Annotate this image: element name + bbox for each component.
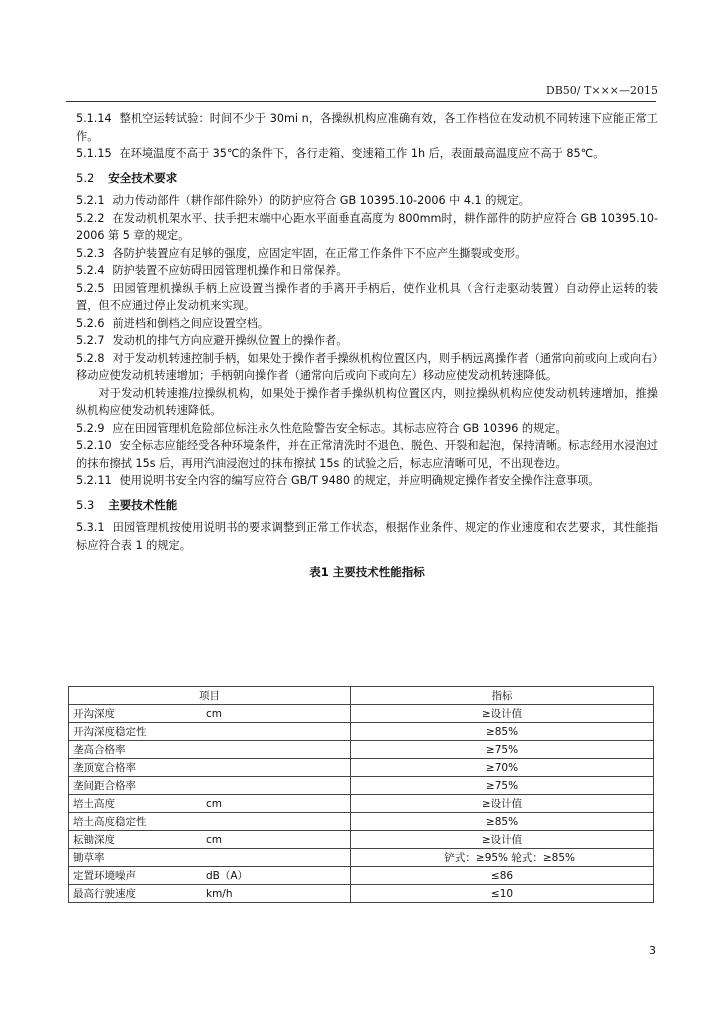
clause-text: 田园管理机按使用说明书的要求调整到正常工作状态，根据作业条件、规定的作业速度和农艺要求，其性能指标应符合表 1 的规定。 [76, 521, 658, 552]
row-value: ≥85% [351, 813, 654, 831]
clause-5-2-5 [76, 280, 658, 315]
row-value: ≥75% [351, 777, 654, 795]
table-header-row [69, 687, 654, 705]
section-heading-5-3 [76, 497, 658, 515]
row-name: 垄间距合格率 [69, 777, 203, 795]
row-unit: km/h [202, 885, 351, 903]
table-row [69, 867, 654, 885]
clause-5-3-1 [76, 519, 658, 554]
clause-text: 田园管理机操纵手柄上应设置当操作者的手离开手柄后，使作业机具（含行走驱动装置）自动停止运转的装置，但不应通过停止发动机来实现。 [76, 281, 658, 312]
row-name: 最高行驶速度 [69, 885, 203, 903]
row-unit [202, 849, 351, 867]
clause-5-2-9 [76, 420, 658, 438]
section-title: 安全技术要求 [108, 170, 178, 185]
row-name: 培土高度 [69, 795, 203, 813]
clause-number: 5.3.1 [76, 521, 105, 534]
table-row [69, 813, 654, 831]
table-row [69, 831, 654, 849]
clause-text: 整机空运转试验：时间不少于 30mi n，各操纵机构应准确有效，各工作档位在发动机不同转速下应能正常工作。 [76, 112, 658, 143]
document-body [76, 110, 658, 590]
clause-number: 5.2.6 [76, 316, 105, 330]
section-number: 5.2 [76, 170, 95, 185]
clause-5-2-1 [76, 192, 658, 210]
clause-text: 对于发动机转速控制手柄，如果处于操作者手操纵机构位置区内，则手柄远离操作者（通常向前或向上或向右）移动应使发动机转速增加；手柄朝向操作者（通常向后或向下或向左）移动应使发动机转速降低。 [76, 351, 658, 382]
row-value: 铲式：≥95% 轮式：≥85% [351, 849, 654, 867]
table-caption: 表1 主要技术性能指标 [309, 565, 425, 579]
clause-number: 5.1.15 [76, 147, 112, 160]
table-row [69, 723, 654, 741]
table-row [69, 885, 654, 903]
clause-number: 5.2.5 [76, 281, 105, 295]
row-value: ≥70% [351, 759, 654, 777]
row-name: 开沟深度 [69, 705, 203, 723]
clause-5-2-10 [76, 437, 658, 472]
clause-5-2-7 [76, 332, 658, 350]
clause-number: 5.2.8 [76, 351, 105, 365]
row-unit [202, 777, 351, 795]
row-unit [202, 759, 351, 777]
table-row [69, 759, 654, 777]
clause-text: 安全标志应能经受各种环境条件，并在正常清洗时不退色、脱色、开裂和起泡，保持清晰。标志经用水浸泡过的抹布擦拭 15s 后，再用汽油浸泡过的抹布擦拭 15s 的试验之后，标志应清晰可见，不出现卷边。 [76, 439, 658, 470]
row-name: 垄高合格率 [69, 741, 203, 759]
row-unit [202, 741, 351, 759]
row-unit: cm [202, 795, 351, 813]
clause-text: 在环境温度不高于 35℃的条件下，各行走箱、变速箱工作 1h 后，表面最高温度应不高于 85℃。 [119, 147, 605, 160]
clause-text: 在发动机机架水平、扶手把末端中心距水平面垂直高度为 800mm时，耕作部件的防护应符合 GB 10395.10-2006 第 5 章的规定。 [76, 211, 658, 242]
row-name: 定置环境噪声 [69, 867, 203, 885]
document-code-header: DB50/ T×××—2015 [545, 84, 658, 97]
row-value: ≤10 [351, 885, 654, 903]
row-name: 开沟深度稳定性 [69, 723, 203, 741]
clause-number: 5.2.3 [76, 246, 105, 260]
clause-text: 动力传动部件（耕作部件除外）的防护应符合 GB 10395.10-2006 中 4.1 的规定。 [112, 194, 530, 207]
header-item: 项目 [69, 687, 351, 705]
clause-number: 5.2.7 [76, 334, 105, 347]
clause-5-2-3 [76, 245, 658, 263]
clause-5-1-15 [76, 145, 658, 163]
clause-5-2-4 [76, 262, 658, 280]
table-row [69, 741, 654, 759]
clause-number: 5.2.11 [76, 474, 112, 487]
performance-table [68, 686, 654, 903]
row-unit: dB（A） [202, 867, 351, 885]
clause-5-2-6 [76, 315, 658, 333]
clause-number: 5.1.14 [76, 112, 112, 125]
header-value: 指标 [351, 687, 654, 705]
clause-number: 5.2.9 [76, 421, 105, 435]
table-row [69, 777, 654, 795]
clause-5-2-2 [76, 210, 658, 245]
row-unit: cm [202, 705, 351, 723]
table-row [69, 795, 654, 813]
row-unit [202, 813, 351, 831]
clause-text: 防护装置不应妨碍田园管理机操作和日常保养。 [112, 264, 348, 277]
row-unit [202, 723, 351, 741]
row-value: ≥75% [351, 741, 654, 759]
clause-5-2-8-continuation: 对于发动机转速推/拉操纵机构，如果处于操作者手操纵机构位置区内，则拉操纵机构应使发动机转速增加，推操纵机构应使发动机转速降低。 [76, 386, 658, 417]
clause-number: 5.2.4 [76, 264, 105, 277]
clause-text: 使用说明书安全内容的编写应符合 GB/T 9480 的规定，并应明确规定操作者安全操作注意事项。 [119, 474, 600, 487]
clause-text: 前进档和倒档之间应设置空档。 [112, 316, 270, 330]
clause-text: 应在田园管理机危险部位标注永久性危险警告安全标志。其标志应符合 GB 10396 的规定。 [112, 421, 567, 435]
table-row [69, 705, 654, 723]
row-value: ≥设计值 [351, 831, 654, 849]
section-number: 5.3 [76, 497, 95, 512]
section-title: 主要技术性能 [108, 497, 178, 512]
table-row [69, 849, 654, 867]
row-name: 垄顶宽合格率 [69, 759, 203, 777]
row-name: 锄草率 [69, 849, 203, 867]
clause-text: 各防护装置应有足够的强度，应固定牢固，在正常工作条件下不应产生撕裂或变形。 [112, 246, 527, 260]
row-name: 培土高度稳定性 [69, 813, 203, 831]
clause-5-2-8 [76, 350, 658, 385]
header-divider [66, 101, 656, 102]
row-value: ≥设计值 [351, 795, 654, 813]
clause-5-1-14 [76, 110, 658, 145]
row-unit: cm [202, 831, 351, 849]
row-value: ≥85% [351, 723, 654, 741]
clause-5-2-11 [76, 472, 658, 490]
clause-number: 5.2.2 [76, 211, 105, 225]
page-number: 3 [649, 944, 656, 957]
clause-number: 5.2.1 [76, 194, 105, 207]
row-name: 耘锄深度 [69, 831, 203, 849]
row-value: ≤86 [351, 867, 654, 885]
clause-text: 发动机的排气方向应避开操纵位置上的操作者。 [112, 334, 348, 347]
section-heading-5-2 [76, 170, 658, 188]
row-value: ≥设计值 [351, 705, 654, 723]
clause-number: 5.2.10 [76, 439, 112, 452]
